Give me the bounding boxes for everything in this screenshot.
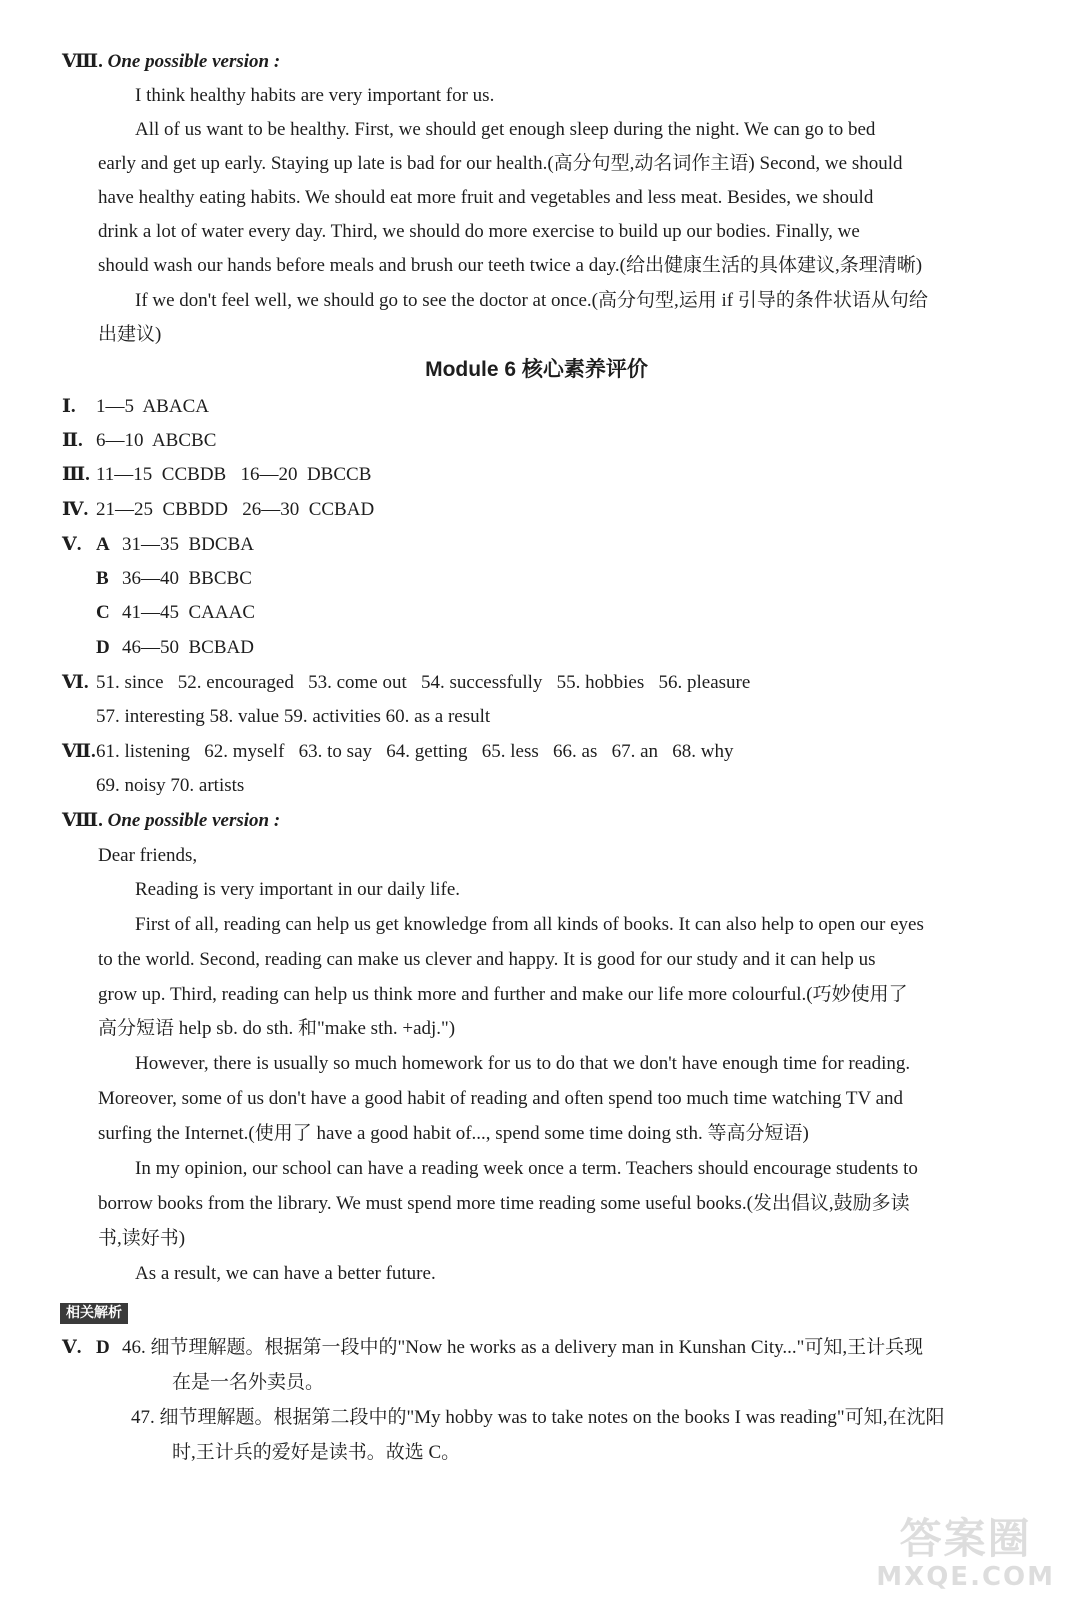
answer-row-6a xyxy=(62,671,750,695)
section-8-bottom-header xyxy=(62,809,280,833)
essay-line: surfing the Internet.(使用了 have a good habit of..., spend some time doing sth. 等高分短语) xyxy=(98,1123,809,1144)
section-label: Ⅰ. xyxy=(62,396,76,417)
passage-letter: C xyxy=(96,602,110,623)
analysis-text: 46. 细节理解题。根据第一段中的"Now he works as a delivery man in Kunshan City..."可知,王计兵现 xyxy=(122,1337,924,1358)
analysis-q46 xyxy=(62,1336,923,1360)
essay-line: have healthy eating habits. We should eat more fruit and vegetables and less meat. Besides, we should xyxy=(98,187,874,208)
answer-row-2 xyxy=(62,429,216,453)
section-label: Ⅷ. xyxy=(62,51,103,72)
section-label: Ⅱ. xyxy=(62,430,83,451)
answer-text: 41—45 CAAAC xyxy=(122,602,256,623)
essay-line: 出建议) xyxy=(98,324,162,345)
answer-text: 46—50 BCBAD xyxy=(122,637,254,658)
answer-row-1 xyxy=(62,395,209,419)
answer-row-7b: 69. noisy 70. artists xyxy=(96,775,245,796)
answer-row-6b: 57. interesting 58. value 59. activities 60. as a result xyxy=(96,706,491,727)
essay-line: Reading is very important in our daily life. xyxy=(135,879,461,900)
section-label: Ⅴ. xyxy=(62,1337,82,1358)
answer-row-4 xyxy=(62,498,374,522)
answer-text: 21—25 CBBDD 26—30 CCBAD xyxy=(96,499,375,520)
watermark-text: 答案圈 xyxy=(899,1514,1032,1563)
essay-line: In my opinion, our school can have a reading week once a term. Teachers should encourage students to xyxy=(135,1158,918,1179)
essay-line: 书,读好书) xyxy=(98,1228,186,1249)
essay-line: All of us want to be healthy. First, we should get enough sleep during the night. We can go to bed xyxy=(135,119,876,140)
section-label: Ⅶ. xyxy=(62,741,96,762)
section-heading: One possible version : xyxy=(107,810,281,831)
watermark-logo xyxy=(876,1516,1055,1592)
answer-text: 1—5 ABACA xyxy=(96,396,209,417)
essay-line: As a result, we can have a better future. xyxy=(135,1263,436,1284)
section-label: Ⅲ. xyxy=(62,464,90,485)
essay-line: drink a lot of water every day. Third, we should do more exercise to build up our bodies. Finally, we xyxy=(98,221,860,242)
section-heading: One possible version : xyxy=(107,51,281,72)
passage-letter: D xyxy=(96,1337,110,1358)
letter-greeting: Dear friends, xyxy=(98,845,198,866)
section-8-top-header xyxy=(62,50,280,74)
analysis-q47: 47. 细节理解题。根据第二段中的"My hobby was to take notes on the books I was reading"可知,在沈阳 xyxy=(131,1407,945,1428)
essay-line: Moreover, some of us don't have a good habit of reading and often spend too much time watching TV and xyxy=(98,1088,904,1109)
answer-text: 11—15 CCBDB 16—20 DBCCB xyxy=(96,464,372,485)
answer-text: 36—40 BBCBC xyxy=(122,568,252,589)
section-label: Ⅷ. xyxy=(62,810,103,831)
answer-row-5d xyxy=(96,636,254,660)
essay-line: should wash our hands before meals and brush our teeth twice a day.(给出健康生活的具体建议,条理清晰) xyxy=(98,255,923,276)
essay-line: early and get up early. Staying up late is bad for our health.(高分句型,动名词作主语) Second, we should xyxy=(98,153,903,174)
passage-letter: A xyxy=(96,534,110,555)
answer-row-5c xyxy=(96,601,255,625)
passage-letter: B xyxy=(96,568,109,589)
analysis-line: 在是一名外卖员。 xyxy=(172,1372,325,1393)
answer-text: 61. listening 62. myself 63. to say 64. getting 65. less 66. as 67. an 68. why xyxy=(96,741,734,762)
watermark-url: MXQE.COM xyxy=(876,1562,1055,1592)
answer-row-7a xyxy=(62,740,734,764)
answer-row-3 xyxy=(62,463,371,487)
essay-line: borrow books from the library. We must spend more time reading some useful books.(发出倡议,鼓励多读 xyxy=(98,1193,910,1214)
essay-line: grow up. Third, reading can help us think more and further and make our life more colourful.(巧妙使用了 xyxy=(98,984,908,1005)
essay-line: 高分短语 help sb. do sth. 和"make sth. +adj.") xyxy=(98,1018,456,1039)
answer-text: 31—35 BDCBA xyxy=(122,534,254,555)
essay-line: to the world. Second, reading can make us clever and happy. It is good for our study and it can help us xyxy=(98,949,876,970)
essay-line: However, there is usually so much homework for us to do that we don't have enough time for reading. xyxy=(135,1053,911,1074)
section-label: Ⅳ. xyxy=(62,499,89,520)
analysis-badge: 相关解析 xyxy=(60,1303,128,1324)
answer-row-5a xyxy=(62,533,254,557)
answer-row-5b xyxy=(96,567,252,591)
analysis-line: 时,王计兵的爱好是读书。故选 C。 xyxy=(172,1442,461,1463)
section-label: Ⅵ. xyxy=(62,672,89,693)
section-label: Ⅴ. xyxy=(62,534,82,555)
passage-letter: D xyxy=(96,637,110,658)
answer-text: 6—10 ABCBC xyxy=(96,430,217,451)
answer-text: 51. since 52. encouraged 53. come out 54. successfully 55. hobbies 56. pleasure xyxy=(96,672,751,693)
essay-line: I think healthy habits are very important for us. xyxy=(135,85,495,106)
essay-line: First of all, reading can help us get knowledge from all kinds of books. It can also help to open our eyes xyxy=(135,914,924,935)
module-title: Module 6 核心素养评价 xyxy=(425,358,648,381)
essay-line: If we don't feel well, we should go to see the doctor at once.(高分句型,运用 if 引导的条件状语从句给 xyxy=(135,290,928,311)
